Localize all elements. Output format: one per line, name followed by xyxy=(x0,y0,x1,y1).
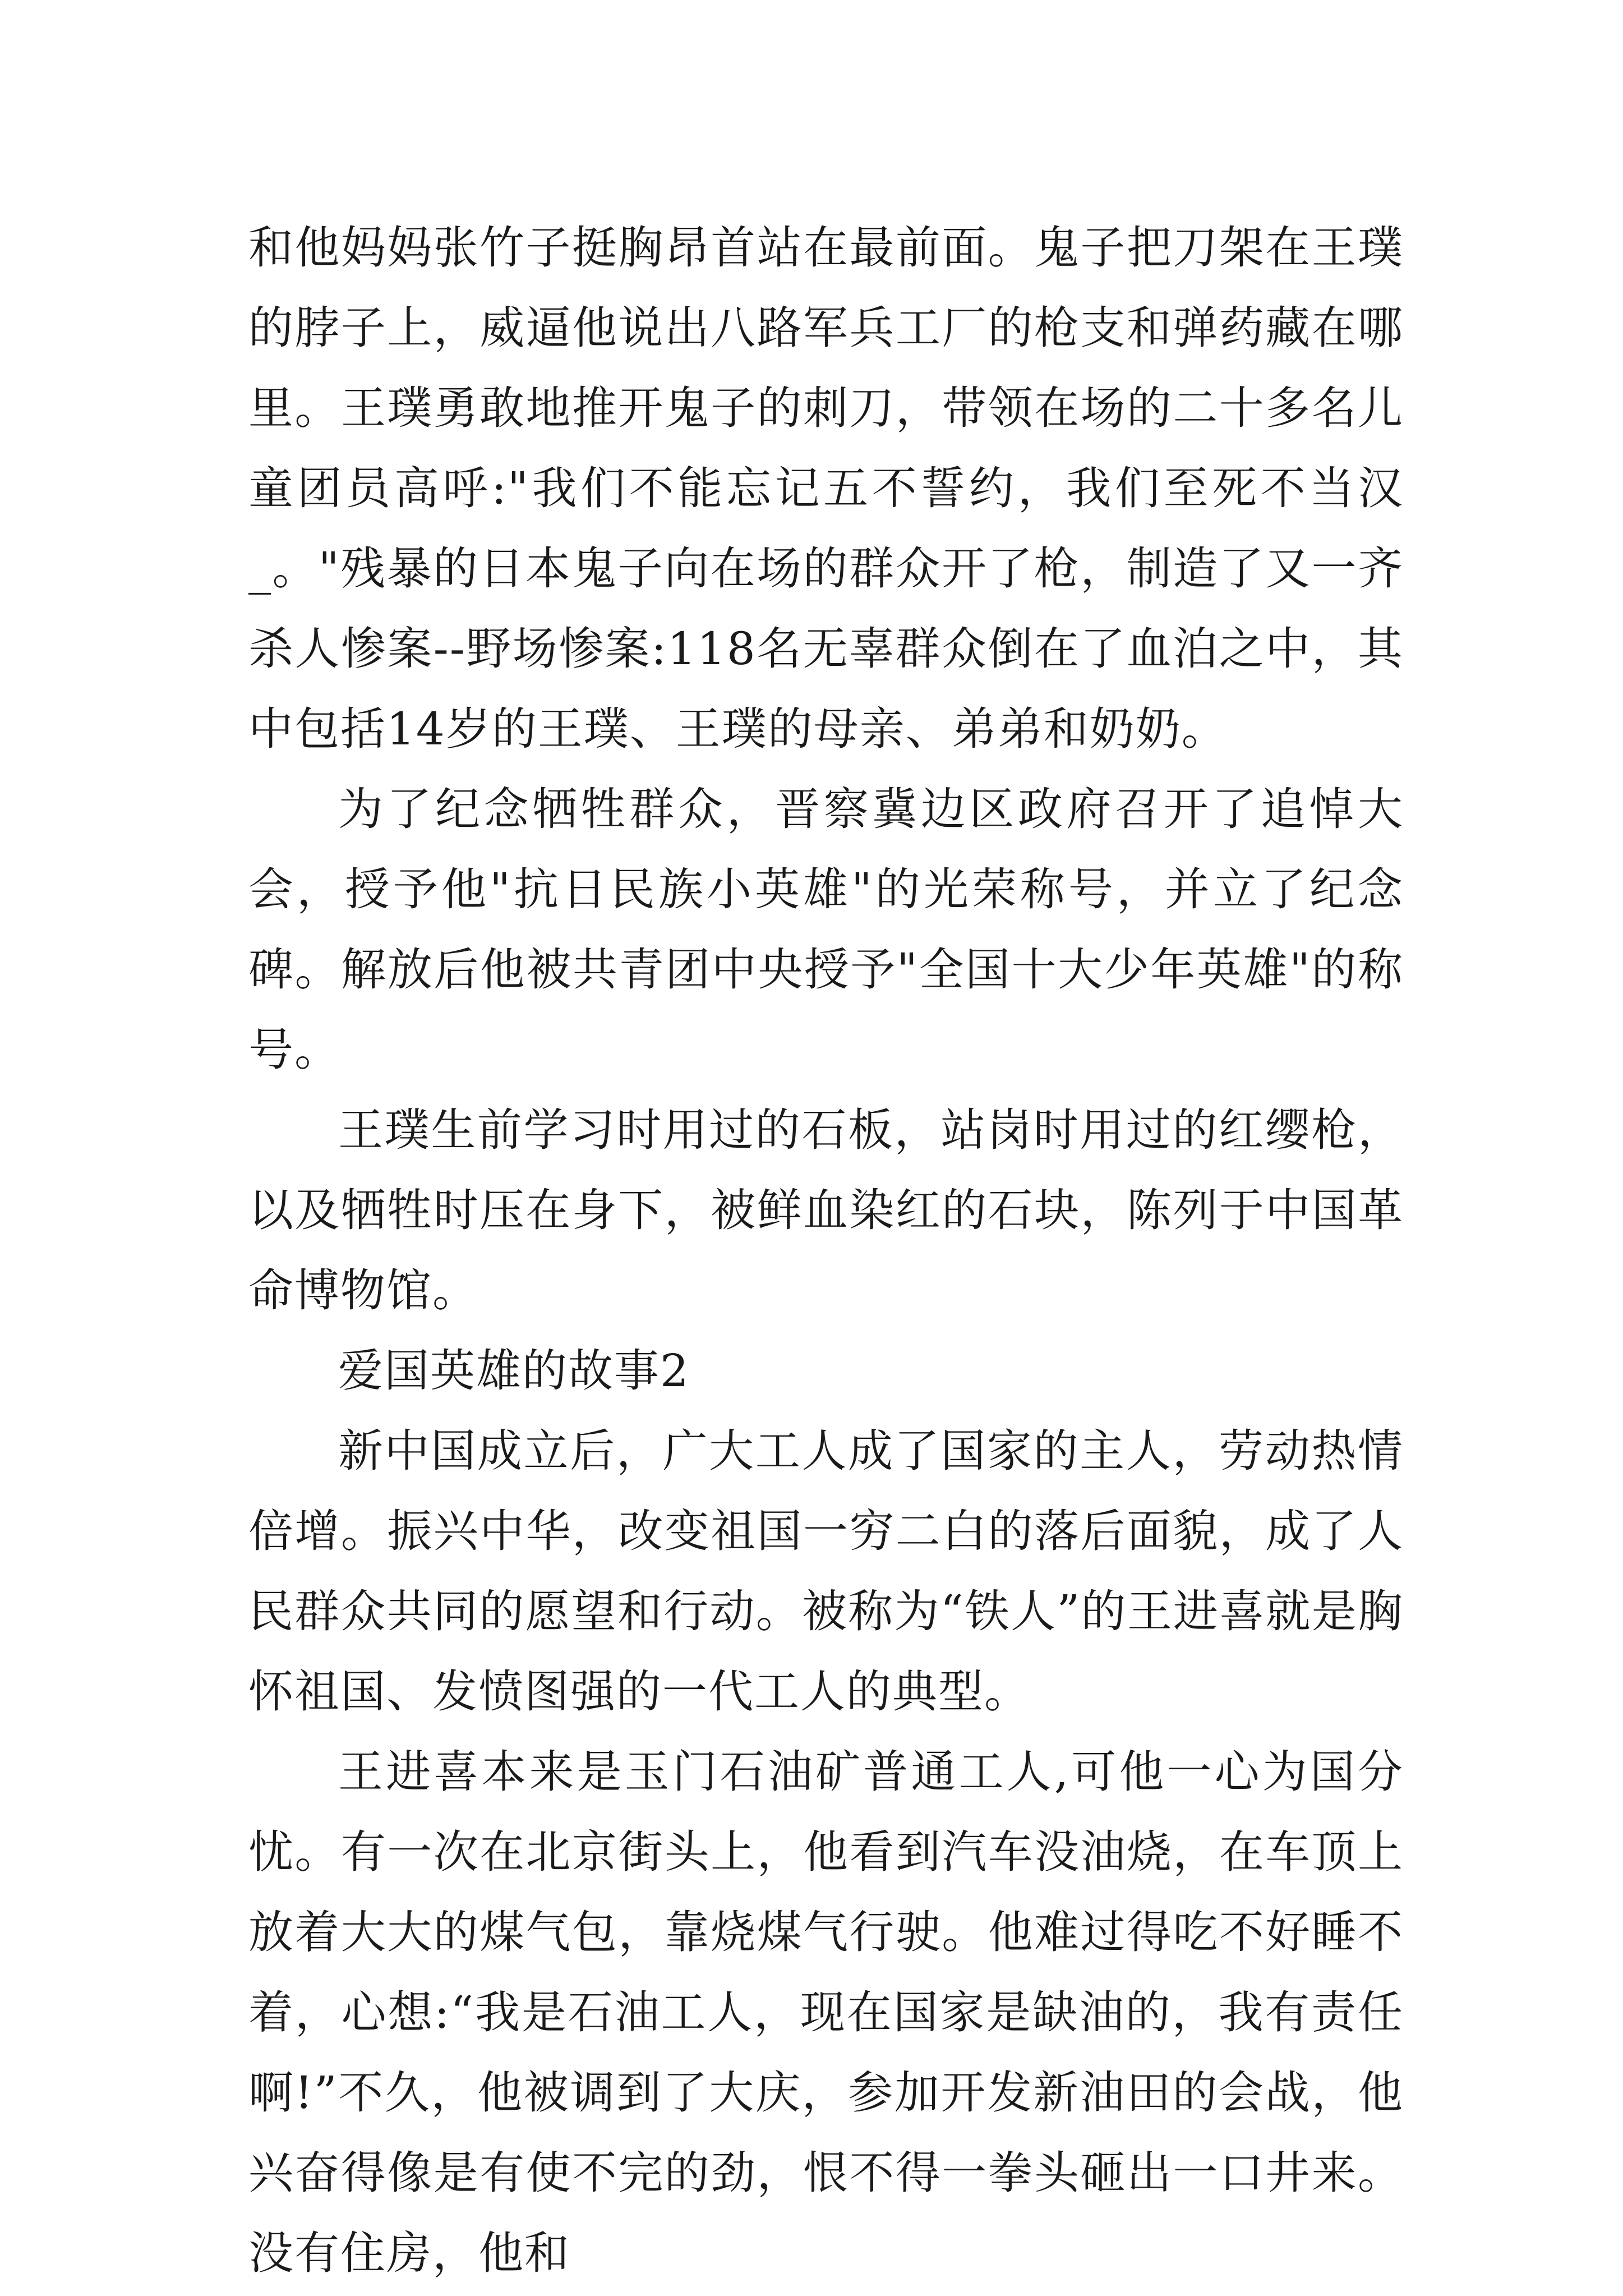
document-body xyxy=(248,208,1404,2293)
section-heading: 爱国英雄的故事2 xyxy=(338,1345,690,1397)
paragraph-5: 王进喜本来是玉门石油矿普通工人,可他一心为国分忧。有一次在北京街头上，他看到汽车没油烧，在车顶上放着大大的煤气包，靠烧煤气行驶。他难过得吃不好睡不着，心想:“我是石油工人，现在国家是缺油的，我有责任啊!”不久，他被调到了大庆，参加开发新油田的会战，他兴奋得像是有使不完的劲，恨不得一拳头砸出一口井来。没有住房，他和 xyxy=(248,1746,1404,2279)
paragraph-1: 和他妈妈张竹子挺胸昂首站在最前面。鬼子把刀架在王璞的脖子上，威逼他说出八路军兵工厂的枪支和弹药藏在哪里。王璞勇敢地推开鬼子的刺刀，带领在场的二十多名儿童团员高呼:"我们不能忘记五不誓约，我们至死不当汉_。"残暴的日本鬼子向在场的群众开了枪，制造了又一齐杀人惨案--野场惨案:118名无辜群众倒在了血泊之中，其中包括14岁的王璞、王璞的母亲、弟弟和奶奶。 xyxy=(248,222,1404,755)
paragraph-3: 王璞生前学习时用过的石板，站岗时用过的红缨枪，以及牺牲时压在身下，被鲜血染红的石块，陈列于中国革命博物馆。 xyxy=(248,1104,1404,1317)
paragraph-2: 为了纪念牺牲群众，晋察冀边区政府召开了追悼大会，授予他"抗日民族小英雄"的光荣称号，并立了纪念碑。解放后他被共青团中央授予"全国十大少年英雄"的称号。 xyxy=(248,783,1404,1076)
paragraph-4: 新中国成立后，广大工人成了国家的主人，劳动热情倍增。振兴中华，改变祖国一穷二白的落后面貌，成了人民群众共同的愿望和行动。被称为“铁人”的王进喜就是胸怀祖国、发愤图强的一代工人的典型。 xyxy=(248,1425,1404,1718)
